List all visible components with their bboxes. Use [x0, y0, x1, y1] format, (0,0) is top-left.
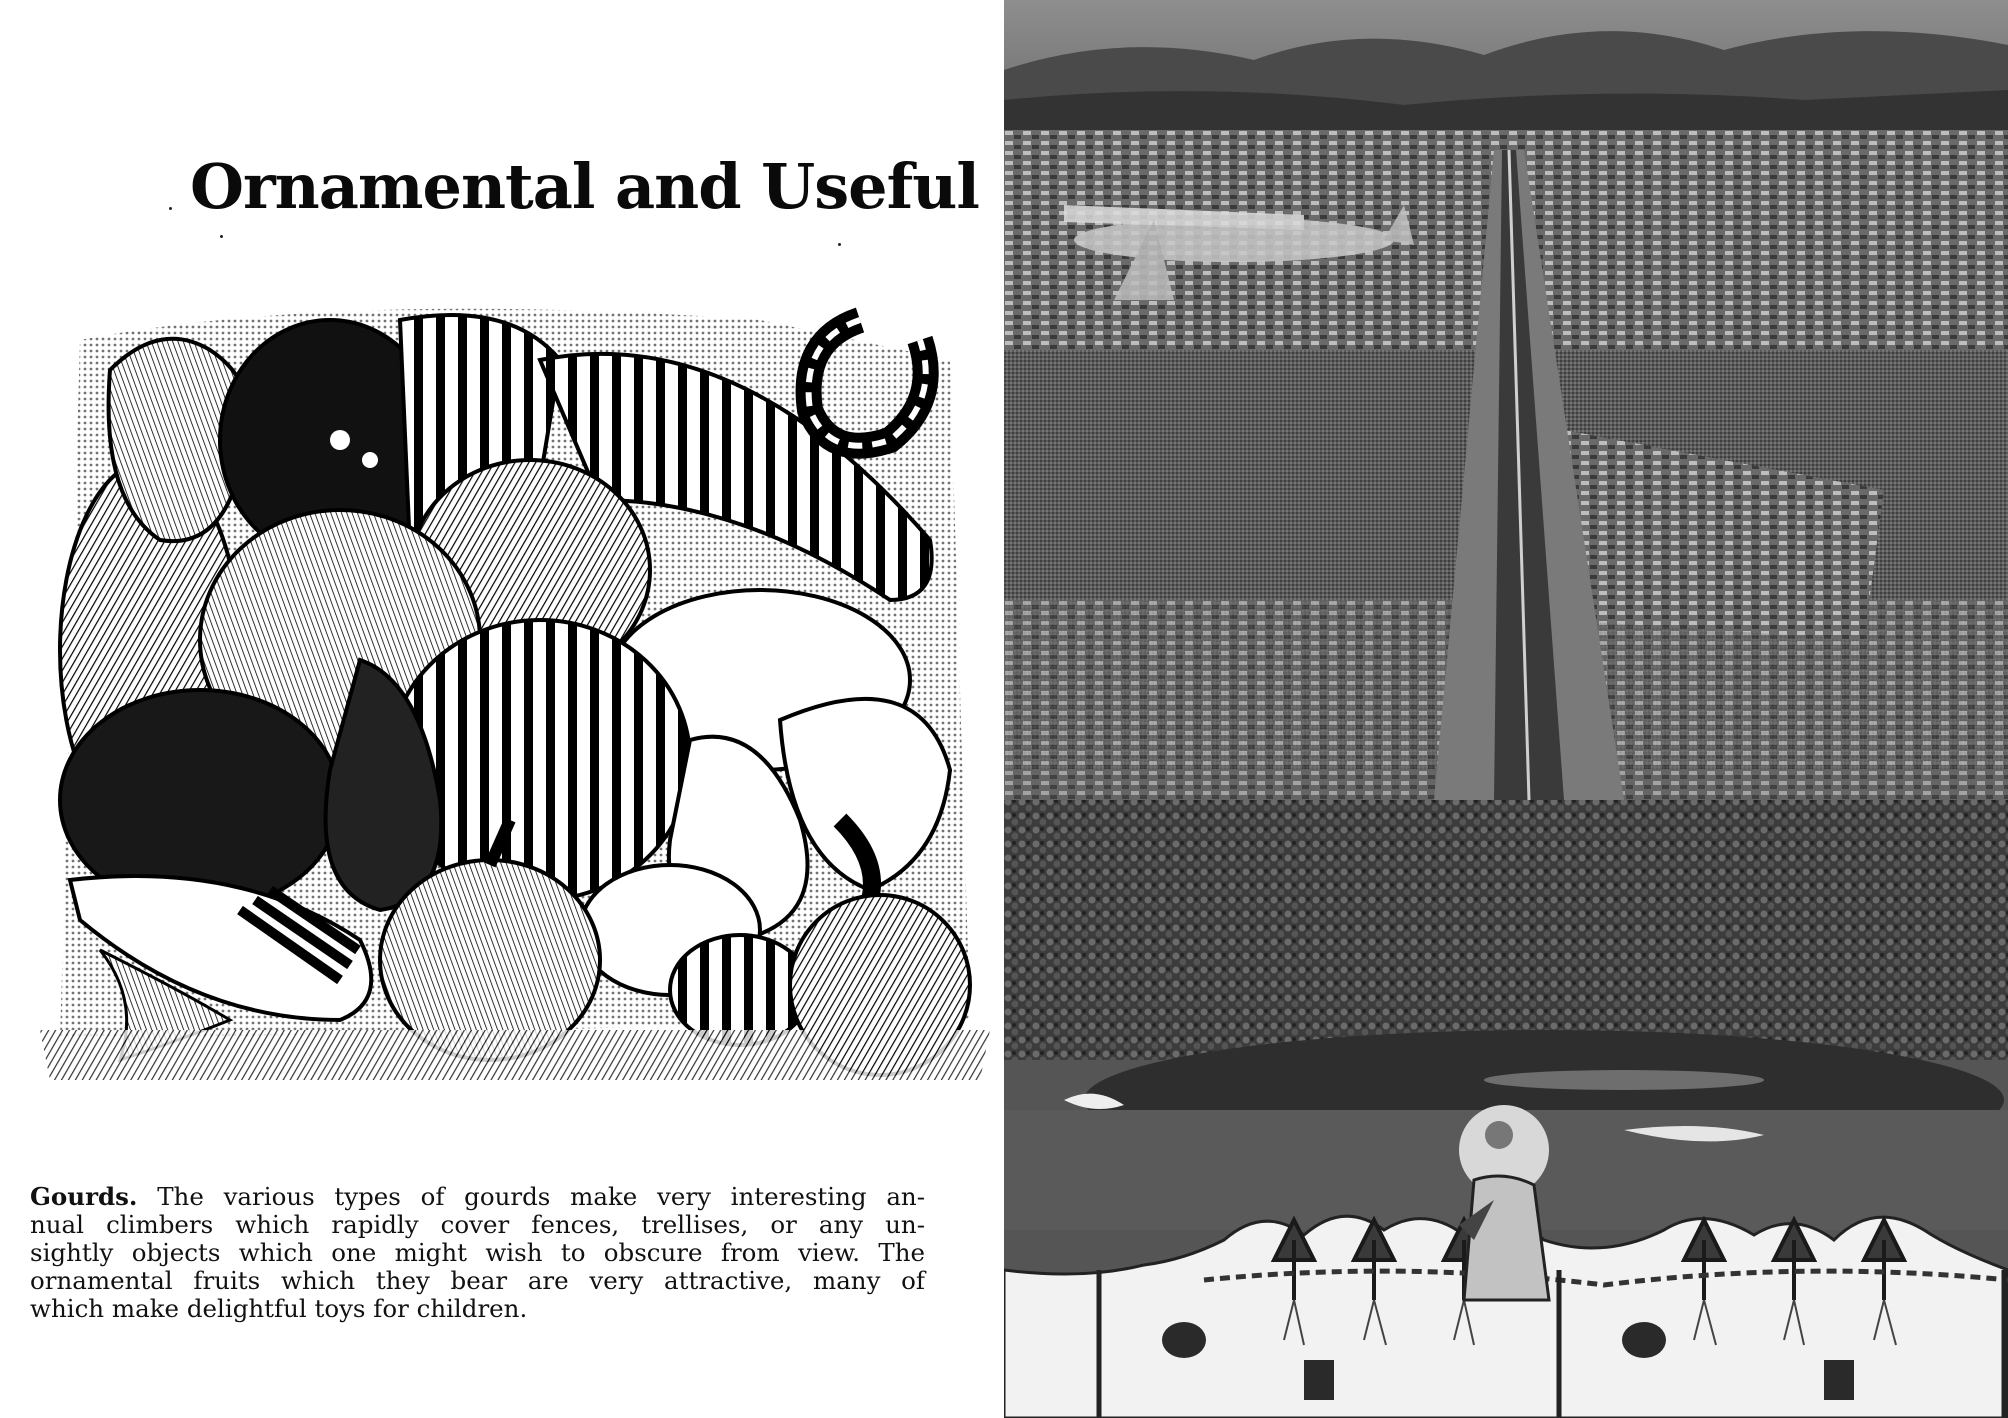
caption-line: ornamental fruits which they bear are very attractive, many of — [30, 1266, 925, 1295]
right-page-collage — [1004, 0, 2008, 1418]
gourds-illustration — [40, 300, 990, 1080]
left-page — [0, 0, 1002, 1418]
caption-paragraph — [30, 1183, 925, 1323]
city-collage-illustration — [1004, 0, 2008, 1418]
caption-line: sightly objects which one might wish to obscure from view. The — [30, 1238, 925, 1267]
page-title: Ornamental and Useful — [190, 150, 979, 223]
caption-line: nual climbers which rapidly cover fences, trellises, or any un- — [30, 1210, 925, 1239]
woman-watering-figure — [1459, 1105, 1549, 1300]
caption-lead: Gourds. — [30, 1182, 138, 1211]
caption-line: The various types of gourds make very interesting an- — [157, 1182, 925, 1211]
caption-line: which make delightful toys for children. — [30, 1294, 528, 1323]
